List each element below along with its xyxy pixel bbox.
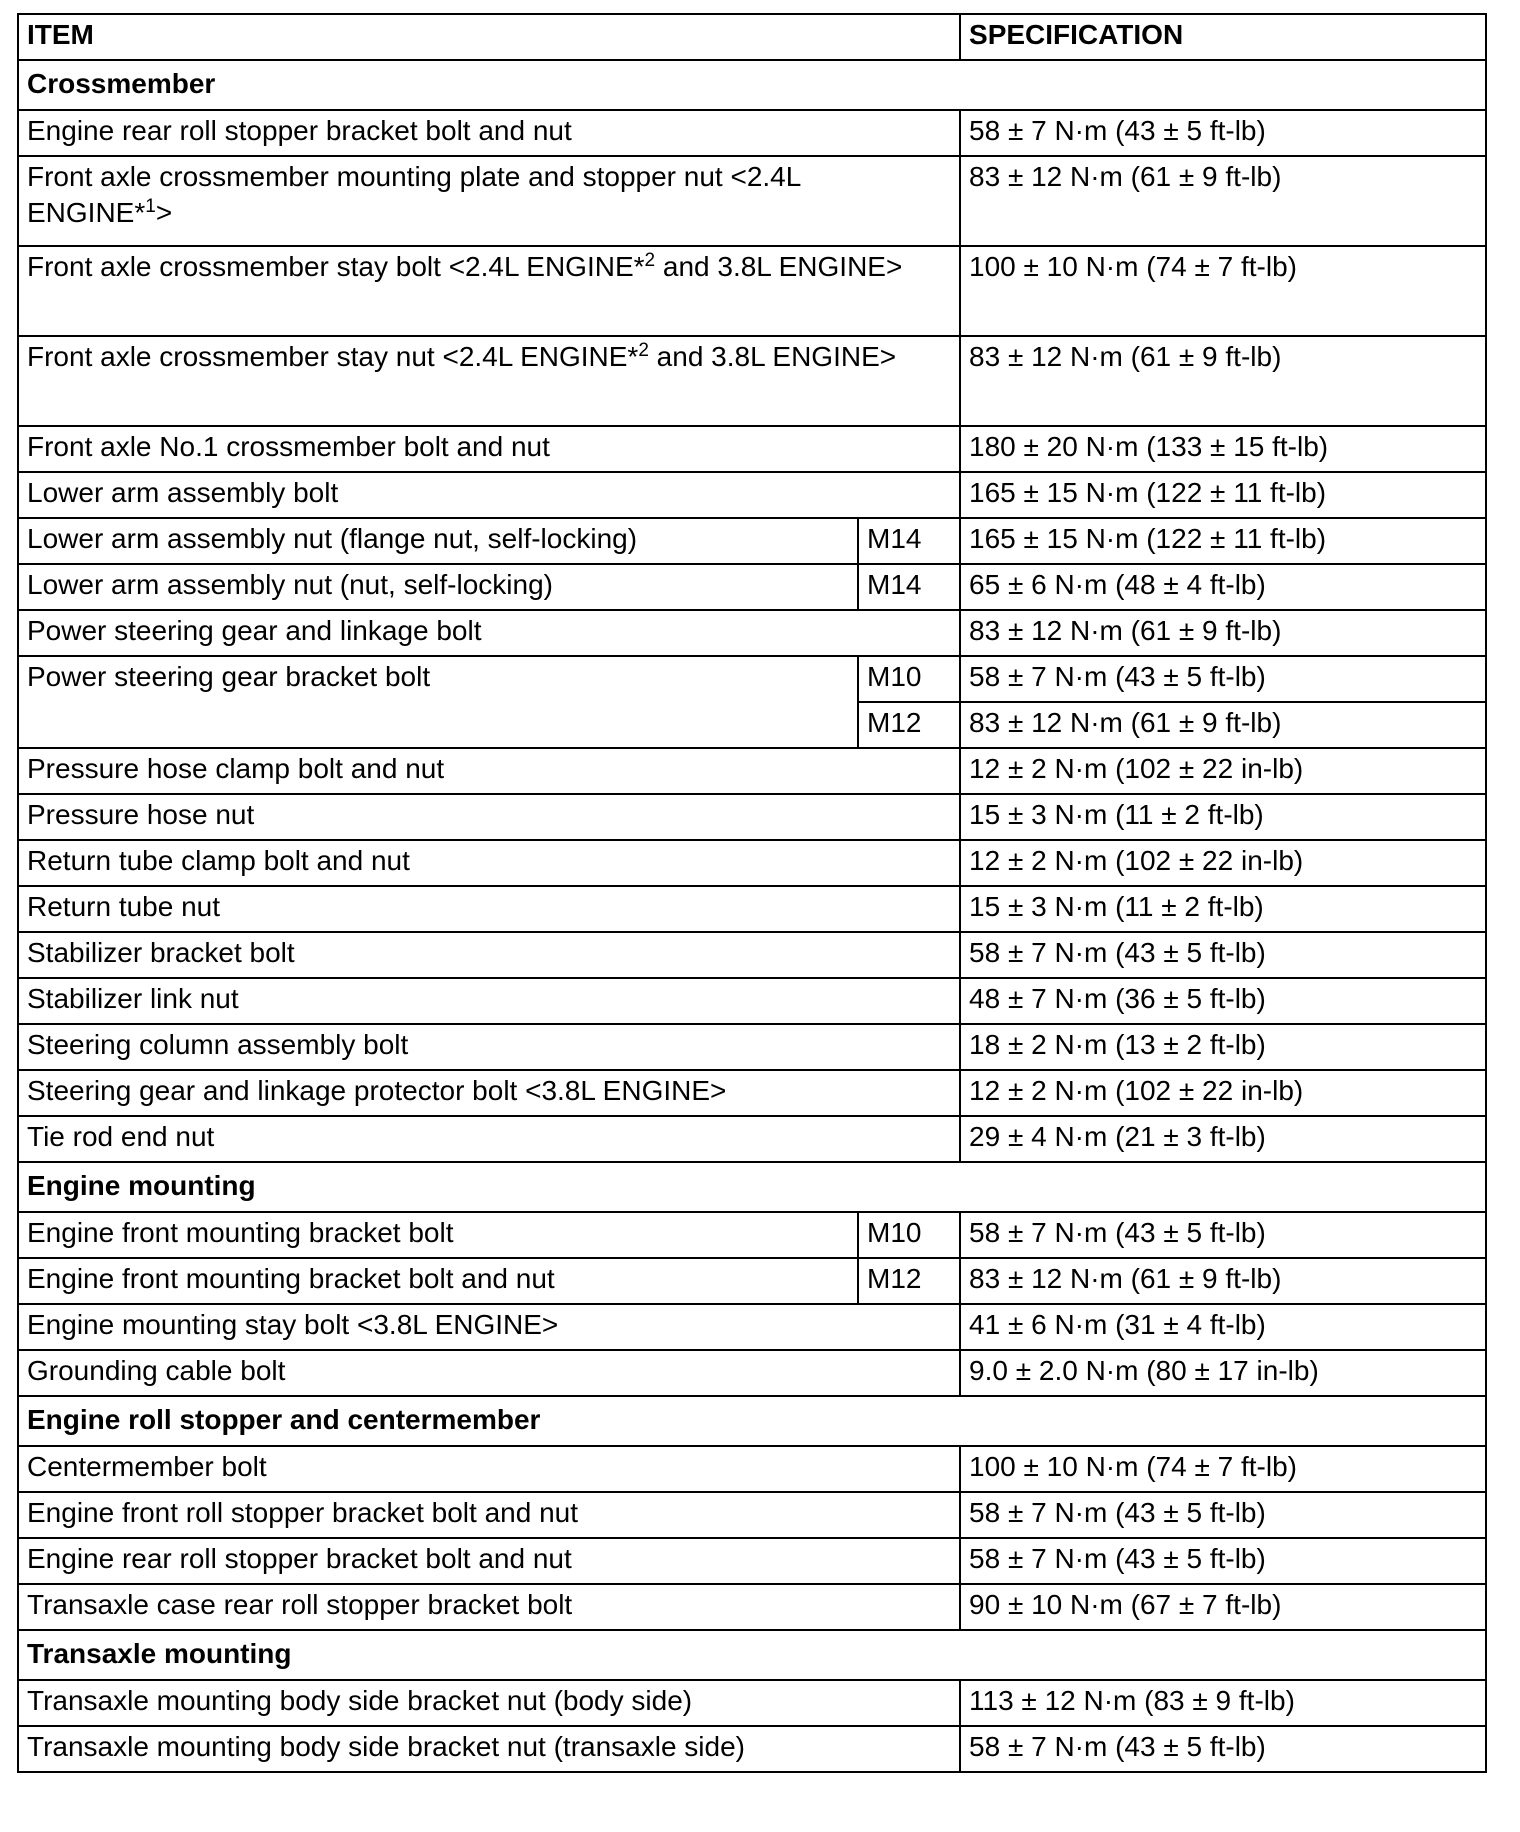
item-cell: Engine front mounting bracket bolt xyxy=(18,1212,858,1258)
size-cell: M14 xyxy=(858,518,960,564)
table-row xyxy=(18,1070,1486,1116)
table-row xyxy=(18,932,1486,978)
section-roll-stopper: Engine roll stopper and centermember xyxy=(18,1396,1486,1446)
table-row xyxy=(18,110,1486,156)
table-row xyxy=(18,610,1486,656)
item-cell: Pressure hose nut xyxy=(18,794,960,840)
item-cell: Front axle crossmember stay nut <2.4L ENGINE*$^2$ and 3.8L ENGINE> xyxy=(18,336,960,426)
spec-cell: 100 ± 10 N·m (74 ± 7 ft-lb) xyxy=(960,1446,1486,1492)
section-row xyxy=(18,1396,1486,1446)
section-engine-mounting: Engine mounting xyxy=(18,1162,1486,1212)
spec-cell: 100 ± 10 N·m (74 ± 7 ft-lb) xyxy=(960,246,1486,336)
item-cell: Lower arm assembly nut (nut, self-locking) xyxy=(18,564,858,610)
spec-cell: 113 ± 12 N·m (83 ± 9 ft-lb) xyxy=(960,1680,1486,1726)
spec-cell: 83 ± 12 N·m (61 ± 9 ft-lb) xyxy=(960,156,1486,246)
item-cell: Engine front mounting bracket bolt and nut xyxy=(18,1258,858,1304)
spec-cell: 165 ± 15 N·m (122 ± 11 ft-lb) xyxy=(960,472,1486,518)
spec-cell: 9.0 ± 2.0 N·m (80 ± 17 in-lb) xyxy=(960,1350,1486,1396)
spec-cell: 48 ± 7 N·m (36 ± 5 ft-lb) xyxy=(960,978,1486,1024)
item-cell: Steering gear and linkage protector bolt <3.8L ENGINE> xyxy=(18,1070,960,1116)
torque-spec-table xyxy=(17,13,1487,1773)
spec-cell: 58 ± 7 N·m (43 ± 5 ft-lb) xyxy=(960,1212,1486,1258)
table-row xyxy=(18,840,1486,886)
spec-cell: 65 ± 6 N·m (48 ± 4 ft-lb) xyxy=(960,564,1486,610)
table-row xyxy=(18,1538,1486,1584)
item-cell: Transaxle mounting body side bracket nut (body side) xyxy=(18,1680,960,1726)
table-row xyxy=(18,472,1486,518)
table-row xyxy=(18,794,1486,840)
item-cell: Return tube nut xyxy=(18,886,960,932)
item-cell: Stabilizer link nut xyxy=(18,978,960,1024)
table-row xyxy=(18,748,1486,794)
item-cell: Pressure hose clamp bolt and nut xyxy=(18,748,960,794)
item-cell: Power steering gear bracket bolt xyxy=(18,656,858,748)
spec-cell: 83 ± 12 N·m (61 ± 9 ft-lb) xyxy=(960,610,1486,656)
spec-cell: 12 ± 2 N·m (102 ± 22 in-lb) xyxy=(960,748,1486,794)
table-row xyxy=(18,1304,1486,1350)
section-row xyxy=(18,60,1486,110)
item-cell: Front axle crossmember stay bolt <2.4L ENGINE*$^2$ and 3.8L ENGINE> xyxy=(18,246,960,336)
header-item: ITEM xyxy=(18,14,960,60)
size-cell: M10 xyxy=(858,656,960,702)
item-cell: Front axle crossmember mounting plate and stopper nut <2.4L ENGINE*$^1$> xyxy=(18,156,960,246)
item-cell: Engine rear roll stopper bracket bolt and nut xyxy=(18,110,960,156)
table-row xyxy=(18,1446,1486,1492)
item-cell: Engine rear roll stopper bracket bolt and nut xyxy=(18,1538,960,1584)
table-row xyxy=(18,336,1486,426)
item-cell: Return tube clamp bolt and nut xyxy=(18,840,960,886)
spec-cell: 165 ± 15 N·m (122 ± 11 ft-lb) xyxy=(960,518,1486,564)
item-cell: Transaxle case rear roll stopper bracket bolt xyxy=(18,1584,960,1630)
item-cell: Centermember bolt xyxy=(18,1446,960,1492)
spec-cell: 58 ± 7 N·m (43 ± 5 ft-lb) xyxy=(960,656,1486,702)
spec-cell: 15 ± 3 N·m (11 ± 2 ft-lb) xyxy=(960,794,1486,840)
spec-cell: 29 ± 4 N·m (21 ± 3 ft-lb) xyxy=(960,1116,1486,1162)
spec-cell: 58 ± 7 N·m (43 ± 5 ft-lb) xyxy=(960,932,1486,978)
table-row xyxy=(18,886,1486,932)
table-row xyxy=(18,518,1486,564)
table-row xyxy=(18,1584,1486,1630)
table-row xyxy=(18,978,1486,1024)
table-row xyxy=(18,246,1486,336)
item-cell: Stabilizer bracket bolt xyxy=(18,932,960,978)
table-row xyxy=(18,1024,1486,1070)
item-cell: Tie rod end nut xyxy=(18,1116,960,1162)
spec-cell: 180 ± 20 N·m (133 ± 15 ft-lb) xyxy=(960,426,1486,472)
spec-cell: 12 ± 2 N·m (102 ± 22 in-lb) xyxy=(960,840,1486,886)
spec-cell: 90 ± 10 N·m (67 ± 7 ft-lb) xyxy=(960,1584,1486,1630)
table-row xyxy=(18,1726,1486,1772)
item-cell: Lower arm assembly bolt xyxy=(18,472,960,518)
size-cell: M12 xyxy=(858,1258,960,1304)
table-row xyxy=(18,1350,1486,1396)
spec-cell: 15 ± 3 N·m (11 ± 2 ft-lb) xyxy=(960,886,1486,932)
item-cell: Engine front roll stopper bracket bolt and nut xyxy=(18,1492,960,1538)
item-cell: Lower arm assembly nut (flange nut, self-locking) xyxy=(18,518,858,564)
spec-cell: 58 ± 7 N·m (43 ± 5 ft-lb) xyxy=(960,1538,1486,1584)
spec-cell: 41 ± 6 N·m (31 ± 4 ft-lb) xyxy=(960,1304,1486,1350)
section-row xyxy=(18,1630,1486,1680)
table-row xyxy=(18,1492,1486,1538)
table-row xyxy=(18,1680,1486,1726)
spec-cell: 58 ± 7 N·m (43 ± 5 ft-lb) xyxy=(960,1492,1486,1538)
header-specification: SPECIFICATION xyxy=(960,14,1486,60)
item-cell: Transaxle mounting body side bracket nut (transaxle side) xyxy=(18,1726,960,1772)
item-cell: Front axle No.1 crossmember bolt and nut xyxy=(18,426,960,472)
spec-cell: 18 ± 2 N·m (13 ± 2 ft-lb) xyxy=(960,1024,1486,1070)
table-row xyxy=(18,426,1486,472)
item-cell: Engine mounting stay bolt <3.8L ENGINE> xyxy=(18,1304,960,1350)
table-row xyxy=(18,156,1486,246)
table-header-row xyxy=(18,14,1486,60)
section-transaxle-mounting: Transaxle mounting xyxy=(18,1630,1486,1680)
table-row xyxy=(18,1212,1486,1258)
spec-cell: 58 ± 7 N·m (43 ± 5 ft-lb) xyxy=(960,110,1486,156)
item-cell: Steering column assembly bolt xyxy=(18,1024,960,1070)
item-cell: Grounding cable bolt xyxy=(18,1350,960,1396)
size-cell: M10 xyxy=(858,1212,960,1258)
table-row xyxy=(18,564,1486,610)
size-cell: M14 xyxy=(858,564,960,610)
spec-cell: 83 ± 12 N·m (61 ± 9 ft-lb) xyxy=(960,1258,1486,1304)
table-row xyxy=(18,1116,1486,1162)
table-row xyxy=(18,656,1486,702)
spec-cell: 83 ± 12 N·m (61 ± 9 ft-lb) xyxy=(960,702,1486,748)
section-crossmember: Crossmember xyxy=(18,60,1486,110)
item-cell: Power steering gear and linkage bolt xyxy=(18,610,960,656)
spec-cell: 12 ± 2 N·m (102 ± 22 in-lb) xyxy=(960,1070,1486,1116)
section-row xyxy=(18,1162,1486,1212)
spec-cell: 58 ± 7 N·m (43 ± 5 ft-lb) xyxy=(960,1726,1486,1772)
table-row xyxy=(18,1258,1486,1304)
size-cell: M12 xyxy=(858,702,960,748)
spec-cell: 83 ± 12 N·m (61 ± 9 ft-lb) xyxy=(960,336,1486,426)
